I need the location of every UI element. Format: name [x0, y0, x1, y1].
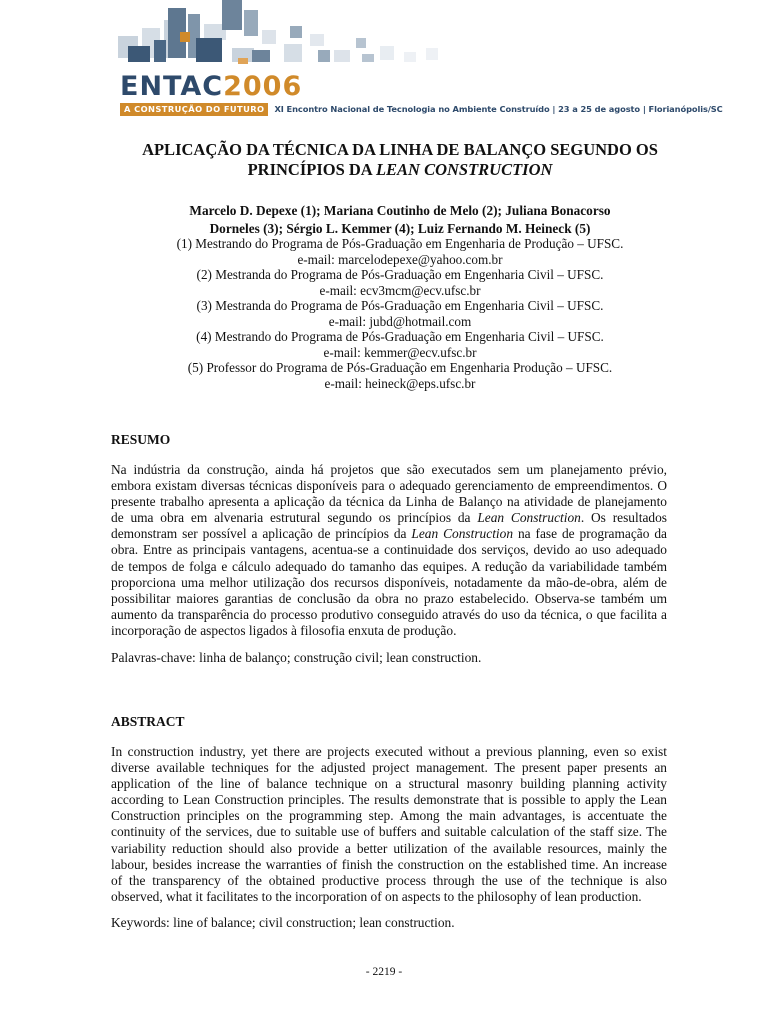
entac-logo — [120, 73, 302, 100]
building-blocks-graphic — [0, 0, 768, 118]
affiliation-2: (2) Mestranda do Programa de Pós-Graduação em Engenharia Civil – UFSC. — [196, 267, 604, 282]
resumo-paragraph — [111, 462, 667, 639]
abstract-line: Construction principles on the programming step. Among the main advantages, is accentuate the — [111, 808, 667, 824]
resumo-line: proporciona uma melhor utilização dos recursos disponíveis, notadamente da mão-de-obra, além de — [111, 574, 667, 590]
authors-line-2: Dorneles (3); Sérgio L. Kemmer (4); Luiz Fernando M. Heineck (5) — [209, 221, 591, 236]
resumo-line: possibilitar maiores garantias de conclusão da obra no prazo estabelecido. Observa-se também um — [111, 590, 667, 606]
resumo-line: obra. Entre as principais vantagens, acentua-se a continuidade dos serviços, devido ao uso adequado — [111, 542, 667, 558]
resumo-text: de uma obra em alvenaria estrutural segundo os princípios da — [111, 510, 478, 526]
resumo-line: Na indústria da construção, ainda há projetos que são executados sem um planejamento prévio, — [111, 462, 667, 477]
affiliation-2-email: e-mail: ecv3mcm@ecv.ufsc.br — [319, 282, 481, 298]
conference-banner — [0, 0, 768, 118]
resumo-line — [111, 526, 667, 542]
event-details: XI Encontro Nacional de Tecnologia no Ambiente Construído | 23 a 25 de agosto | Florianópolis/SC — [274, 104, 723, 114]
authors-line-1: Marcelo D. Depexe (1); Mariana Coutinho de Melo (2); Juliana Bonacorso — [189, 203, 611, 218]
affiliation-1-email: e-mail: marcelodepexe@yahoo.com.br — [297, 251, 503, 267]
resumo-line: embora existam diversas técnicas disponíveis para o adequado gerenciamento de empreendimentos. O — [111, 478, 667, 494]
abstract-line: according to Lean Construction principles. The results demonstrate that is possible to apply the Lean — [111, 792, 667, 808]
event-strip — [120, 103, 723, 116]
affiliation-5: (5) Professor do Programa de Pós-Graduação em Engenharia Produção – UFSC. — [187, 360, 613, 375]
abstract-line: of the transparency of the obtained productive process through the use of the technique is also — [111, 872, 667, 888]
abstract-line: In construction industry, yet there are projects executed without a previous planning, even so exist — [111, 744, 667, 759]
abstract-line: application of the line of balance technique on a structural masonry building planning activity — [111, 776, 667, 792]
resumo-text: na fase de programação da — [513, 526, 667, 542]
resumo-line: de tempos de folga e cálculo adequado do tamanho das equipes. A redução da variabilidade também — [111, 558, 667, 574]
resumo-text: . Os resultados — [580, 510, 667, 526]
resumo-italic-term: Lean Construction — [477, 510, 581, 526]
resumo-line: incorporação de aspectos ligados à filosofia enxuta de produção. — [111, 622, 457, 638]
affiliation-1: (1) Mestrando do Programa de Pós-Graduação em Engenharia de Produção – UFSC. — [176, 236, 624, 251]
author-list — [100, 202, 700, 238]
page-number: - 2219 - — [365, 966, 403, 978]
affiliations — [100, 236, 700, 391]
resumo-keywords: Palavras-chave: linha de balanço; construção civil; lean construction. — [111, 650, 482, 665]
logo-word: ENTAC — [120, 71, 224, 102]
affiliation-5-email: e-mail: heineck@eps.ufsc.br — [324, 375, 476, 391]
affiliation-4: (4) Mestrando do Programa de Pós-Graduação em Engenharia Civil – UFSC. — [196, 329, 604, 344]
affiliation-3: (3) Mestranda do Programa de Pós-Graduação em Engenharia Civil – UFSC. — [196, 298, 604, 313]
affiliation-4-email: e-mail: kemmer@ecv.ufsc.br — [323, 344, 477, 360]
tagline: A CONSTRUÇÃO DO FUTURO — [120, 103, 268, 116]
affiliation-3-email: e-mail: jubd@hotmail.com — [328, 313, 472, 329]
resumo-line: presente trabalho apresenta a aplicação da técnica da Linha de Balanço na atividade de planejamento — [111, 494, 667, 510]
title-line-2-prefix: PRINCÍPIOS DA — [247, 160, 376, 179]
resumo-italic-term: Lean Construction — [411, 526, 514, 542]
resumo-text: demonstram ser possível a aplicação de princípios da — [111, 526, 412, 542]
abstract-line: diverse available techniques for the adjusted project management. The present paper presents an — [111, 760, 667, 776]
title-line-1: APLICAÇÃO DA TÉCNICA DA LINHA DE BALANÇO SEGUNDO OS — [142, 140, 658, 159]
abstract-line: observed, what it facilitates to the incorporation of on aspects to the philosophy of lean production. — [111, 888, 642, 904]
logo-year: 2006 — [223, 71, 303, 102]
title-line-2-italic: LEAN CONSTRUCTION — [375, 160, 553, 179]
resumo-line: aumento da transparência do processo produtivo conseguido através do uso da técnica, o que facilita a — [111, 606, 667, 622]
abstract-line: labour, besides increase the warranties of finish the construction on the established time. An increase — [111, 856, 667, 872]
abstract-keywords: Keywords: line of balance; civil construction; lean construction. — [111, 915, 455, 930]
resumo-heading: RESUMO — [111, 432, 171, 447]
title-line-2 — [100, 160, 700, 180]
resumo-line — [111, 510, 667, 526]
paper-title — [100, 140, 700, 180]
abstract-heading: ABSTRACT — [111, 714, 185, 729]
abstract-line: variability reduction should also provide a better utilization of the available resources, mainly the — [111, 840, 667, 856]
abstract-paragraph — [111, 744, 667, 905]
abstract-line: continuity of the services, due to suitable use of buffers and suitable calculation of the staff size. The — [111, 824, 667, 840]
